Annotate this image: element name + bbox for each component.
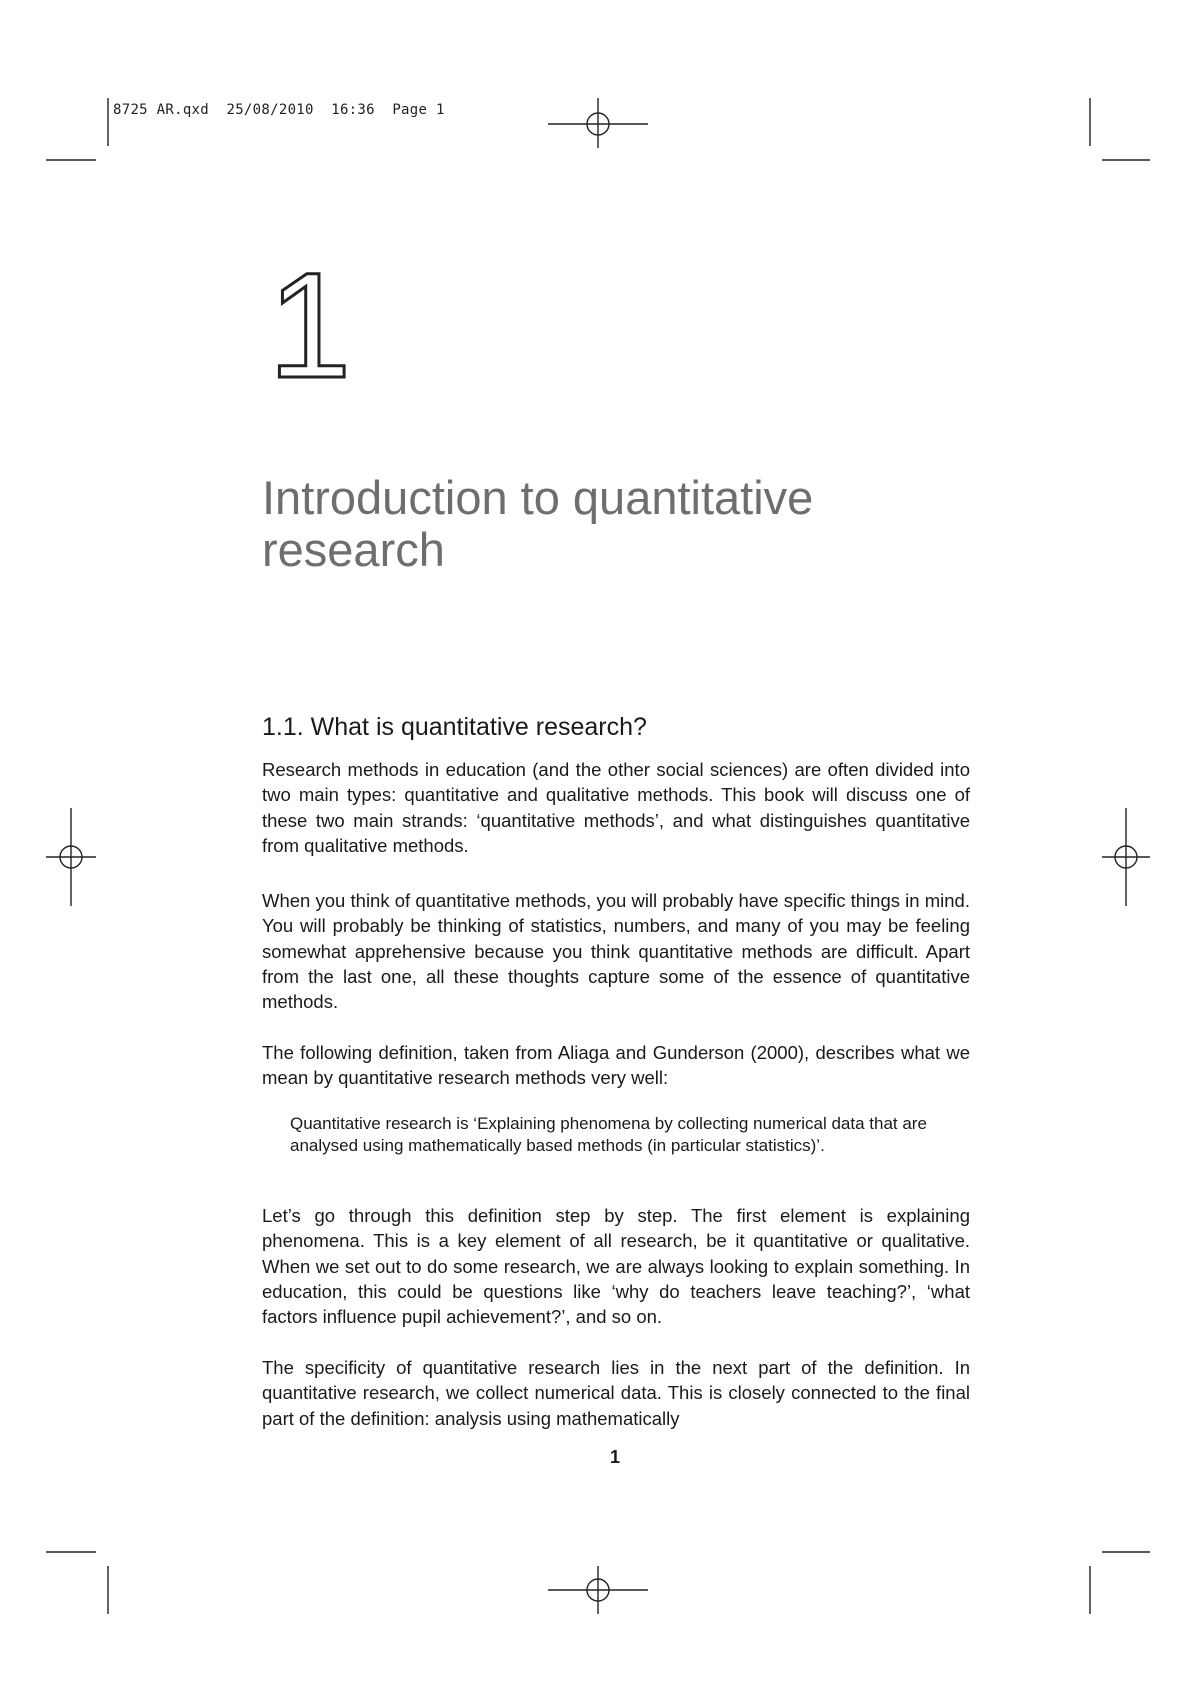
block-quote: Quantitative research is ‘Explaining phenomena by collecting numerical data that are analysed using mathematically based methods (in particular statistics)’. [290,1114,927,1155]
body-paragraph-4: Let’s go through this definition step by step. The first element is explaining phenomena. This is a key element of all research, be it quantitative or qualitative. When we set out to do some research, we are always looking to explain something. In education, this could be questions like ‘why do teachers leave teaching?’, ‘what factors influence pupil achievement?’, and so on. [262,1205,970,1328]
registration-mark-top [548,98,648,148]
registration-mark-left [46,808,96,906]
section-heading: 1.1. What is quantitative research? [262,713,647,741]
chapter-title: Introduction to quantitative research [262,471,814,576]
body-paragraph-2: When you think of quantitative methods, you will probably have specific things in mind. You will probably be thinking of statistics, numbers, and many of you may be feeling somewhat apprehensive because you think quantitative methods are difficult. Apart from the last one, all these thoughts capture some of the essence of quantitative methods. [262,890,970,1013]
body-paragraph-5: The specificity of quantitative research lies in the next part of the definition. In quantitative research, we collect numerical data. This is closely connected to the final part of the definition: analysis using mathematically [262,1357,970,1429]
page-number: 1 [609,1447,620,1467]
registration-mark-right [1102,808,1150,906]
print-slug: 8725 AR.qxd 25/08/2010 16:36 Page 1 [113,102,445,118]
body-paragraph-3: The following definition, taken from Aliaga and Gunderson (2000), describes what we mean by quantitative research methods very well: [262,1042,970,1089]
chapter-number: 1 [268,241,352,409]
body-paragraph-1: Research methods in education (and the other social sciences) are often divided into two main types: quantitative and qualitative methods. This book will discuss one of these two main strands: ‘quantitative methods’, and what distinguishes quantitative from qualitative methods. [262,759,970,856]
registration-mark-bottom [548,1566,648,1614]
